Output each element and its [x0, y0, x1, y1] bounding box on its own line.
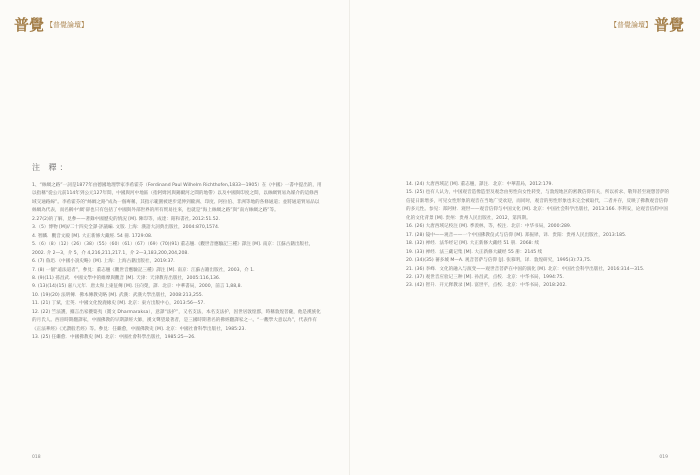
right-notes-list: [406, 181, 670, 291]
note-item: 12. (22) 竺法護，據言出家優婆夷（竇文 Dharmaraksa），意譯“法护”，又名支法，本名支法护，因世居敦煌郡，時稱敦煌菩薩，他是漢族化的月氏人。西晉時期翻譯家，中國佛教的早期譯經大師，漢文聲望最著者，是三國時期著名的佛經翻譯家之一。“一觀學大意以為”，代表作有《正法華經》《光讚般若經》等。參見：任繼愈，中國佛教史 [M]. 北京：中國社會科學出版社，1985:23.: [32, 309, 321, 332]
note-item: 15. (25) 也有人认为，中国观音造像造型及观念由男性向女性转变，与敦煌地区的密教信仰有关，所以祈求、敬拜甚至观想菩萨的信徒日渐增多，可见女性形象的观音在当地广受欢迎，而同时，观音的男性形象也未完全被取代，二者并存，反映了佛教观音信仰的多元性。参见：郑阿财．观世——观音信仰与中国文化 [M]. 北京：中国社会科学出版社，2013:166. 李利安，论观音信仰中国化的文化背景 [M]. 贵州：贵州人民出版社，2012，第四期。: [406, 190, 670, 221]
note-item: 2.27(2)的了解，見參——著錄中國歷史的情況 [M]. 陳印等，成達：鎔和書社, 2012:51.52.: [32, 216, 221, 222]
notes-heading: 注 釋：: [32, 163, 71, 172]
note-item: 14. (24) 大唐西域記 [M]. 董志翹，譯注．北京：中華書局，2012:179.: [406, 182, 553, 187]
note-item: 9. (13)(14)(15) 嘉八元年．唐太和上東征傳 [M]. 汪向榮，譯．北京：中華書局，2000，前言 1,88,8.: [32, 284, 242, 290]
right-header-logo: [610, 14, 684, 35]
left-logo-tag: 【普覺論壇】: [46, 20, 89, 29]
note-item: 18. (32) 禅经．法华经记 [M]. 大正新修大藏经 51 册．2068: 续: [406, 241, 540, 247]
right-logo-glyph: 普覺: [653, 16, 684, 34]
left-logo-glyph: 普覺: [14, 16, 45, 34]
note-item: 8. (9)(11) 孫昌武．中國文學中的維摩與觀音 [M]. 天津：天津教育出版社，2005:116,136.: [32, 275, 221, 281]
note-item: 4. 智麟．觀音文殿 [M]. 大正新修大藏經. 54 冊. 1729:08.: [32, 233, 153, 239]
left-notes-list: [32, 182, 322, 343]
note-item: 23. (42) 智升．开元释教录 [M]. 富世平，点校．北京：中华书局，2018:202.: [406, 283, 567, 289]
note-item: 10. (19)(20) 法明傳．佛本傳教史略 [M]. 武漢：武漢大學出版社，2008:213,255.: [32, 292, 204, 298]
note-item: 21. (36) 李峰．文化的融入与演变——观世音菩萨在中国的演化 [M]. 北京：中国社会科学出版社，2016:314—315.: [406, 266, 645, 272]
right-logo-tag: 【普覺論壇】: [609, 20, 652, 29]
note-item: 19. (33) 禅经．法三藏记集 [M]. 大正新修大藏经 55 册：2145 续: [406, 249, 543, 255]
note-item: 6. (7) 魯迅.《中國小說史略》[M]. 上海：上海古籍出版社，2019:37.: [32, 259, 175, 265]
note-item: 20. (34)(35) 蕃多城 M—A. 观音菩萨与信仰 [J]. 张慕明，译．敦煌研究，1995(3):73,75.: [406, 258, 592, 264]
note-item: 11. (21) 丁斌，宏英．中國文化悅鹿緣史 [M]. 北京：東方出版中心，2013:56—57.: [32, 301, 205, 307]
note-item: 13. (25) 任繼愈．中國佛教史 [M]. 北京：中國社會科學出版社，1985:25—26.: [32, 335, 196, 341]
note-item: 3.（5）博物 [M]//二十四史全譯·評議編. 文版. 上海：漢語大詞典出版社，2004:870,1574.: [32, 225, 220, 231]
note-item: 22. (37) 观世音应验记三种 [M]. 孙昌武，点校．北京：中华书局，1994:75.: [406, 274, 564, 280]
note-item: 5.（6）（8）（12）（26）（38）（55）（60）（61）（67）（69）(70)(91) 董志翹.《觀世音應驗記三種》譯注 [M]. 南京：江蘇古籍出版社，2002. 介 2—3，介 5，介 4,216,211,217.1，介 2—3,183,200,204,208.: [32, 242, 314, 256]
left-page-number: 018: [32, 455, 41, 460]
right-page-number: 019: [659, 455, 668, 460]
left-header-logo: [14, 14, 88, 35]
note-item: 16. (26) 大唐西域记校注 [M]. 季羡林，等，校注．北京：中华书局，2000:289.: [406, 224, 572, 230]
note-item: 7. (8) 一個“遠法道者”，參見：董志翹《觀世音應驗記三種》譯注 [M]. 南京：江蘇古籍出版社，2003，介 1.: [32, 267, 255, 273]
note-item: 1、“絲綢之路”一詞是1877年由德國地理學家李希霍芬（Ferdinand Paul Wilhelm Richthofen,1833—1905）在《中國》一書中提出的，用以指稱“從公元前114年到公元127年間，中國與河中地區（指阿姆河與錫爾河之間的地帶）以及中國與印度之間，以絲綢貿易為媒介的這條西域交通路線”。李希霍芬的“絲綢之路”成為一個專稱，其指示範圍被逐步延伸到歐洲、印度、阿拉伯、非洲等地的各條通道；並將通道貿易品以絲綢為代表，而名稱中‘綢’卻也只有包括了中國與外部世界的所有貿易往來，也就是“海上絲綢之路”與“南方絲綢之路”等。: [32, 183, 322, 214]
right-page: [350, 0, 700, 475]
note-item: 17. (28) 镜中——观音——一个中国佛教仪式与信仰 [M]. 郑振铎，译．贵阳：贵州人民出版社，2013:185.: [406, 232, 627, 238]
